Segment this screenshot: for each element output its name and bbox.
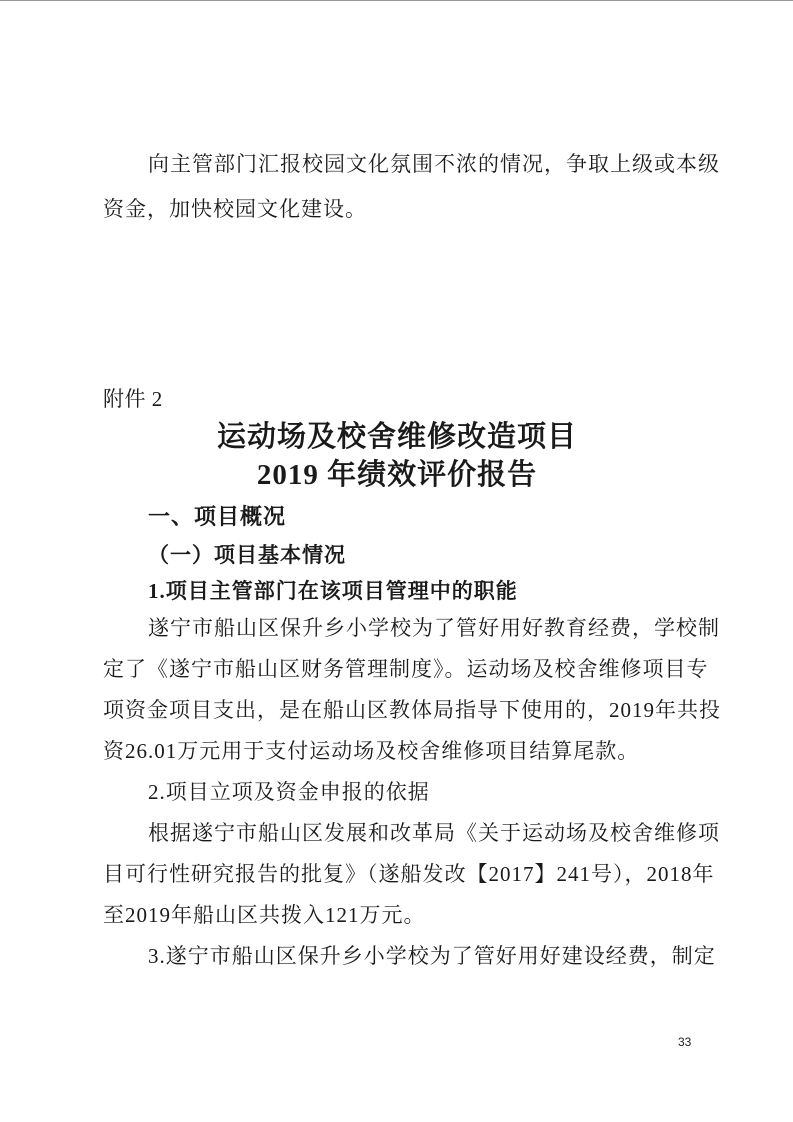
paragraph-line: 至2019年船山区共拨入121万元。 <box>103 903 426 927</box>
page-top-edge <box>0 0 793 1</box>
paragraph-line: 项资金项目支出，是在船山区教体局指导下使用的，2019年共投 <box>103 698 721 722</box>
paragraph-line: 资金，加快校园文化建设。 <box>103 197 367 221</box>
paragraph-line: 根据遂宁市船山区发展和改革局《关于运动场及校舍维修项 <box>148 821 720 845</box>
body-paragraph-2 <box>103 813 720 936</box>
body-paragraph-3 <box>103 936 716 977</box>
paragraph-line: 遂宁市船山区保升乡小学校为了管好用好教育经费，学校制 <box>148 616 720 640</box>
attachment-label: 附件 2 <box>103 387 163 411</box>
body-paragraph-1 <box>103 608 721 772</box>
item-heading-authority-function: 1.项目主管部门在该项目管理中的职能 <box>148 579 518 603</box>
item-heading-project-approval <box>103 772 691 813</box>
paragraph-line: 向主管部门汇报校园文化氛围不浓的情况，争取上级或本级 <box>148 152 720 176</box>
paragraph-line: 目可行性研究报告的批复》（遂船发改【2017】241号），2018年 <box>103 862 715 886</box>
report-title-line2: 2019 年绩效评价报告 <box>256 459 538 491</box>
report-title <box>103 418 691 494</box>
page-number: 33 <box>678 1035 692 1049</box>
paragraph-line: 3.遂宁市船山区保升乡小学校为了管好用好建设经费，制定 <box>148 944 716 968</box>
subsection-heading-basic-info: （一）项目基本情况 <box>148 543 346 567</box>
intro-paragraph <box>103 142 720 232</box>
paragraph-line: 2.项目立项及资金申报的依据 <box>148 780 430 804</box>
report-title-line1: 运动场及校舍维修改造项目 <box>216 421 577 453</box>
paragraph-line: 资26.01万元用于支付运动场及校舍维修项目结算尾款。 <box>103 739 640 763</box>
section-heading-overview: 一、项目概况 <box>148 504 287 529</box>
paragraph-line: 定了《遂宁市船山区财务管理制度》。运动场及校舍维修项目专 <box>103 657 709 681</box>
